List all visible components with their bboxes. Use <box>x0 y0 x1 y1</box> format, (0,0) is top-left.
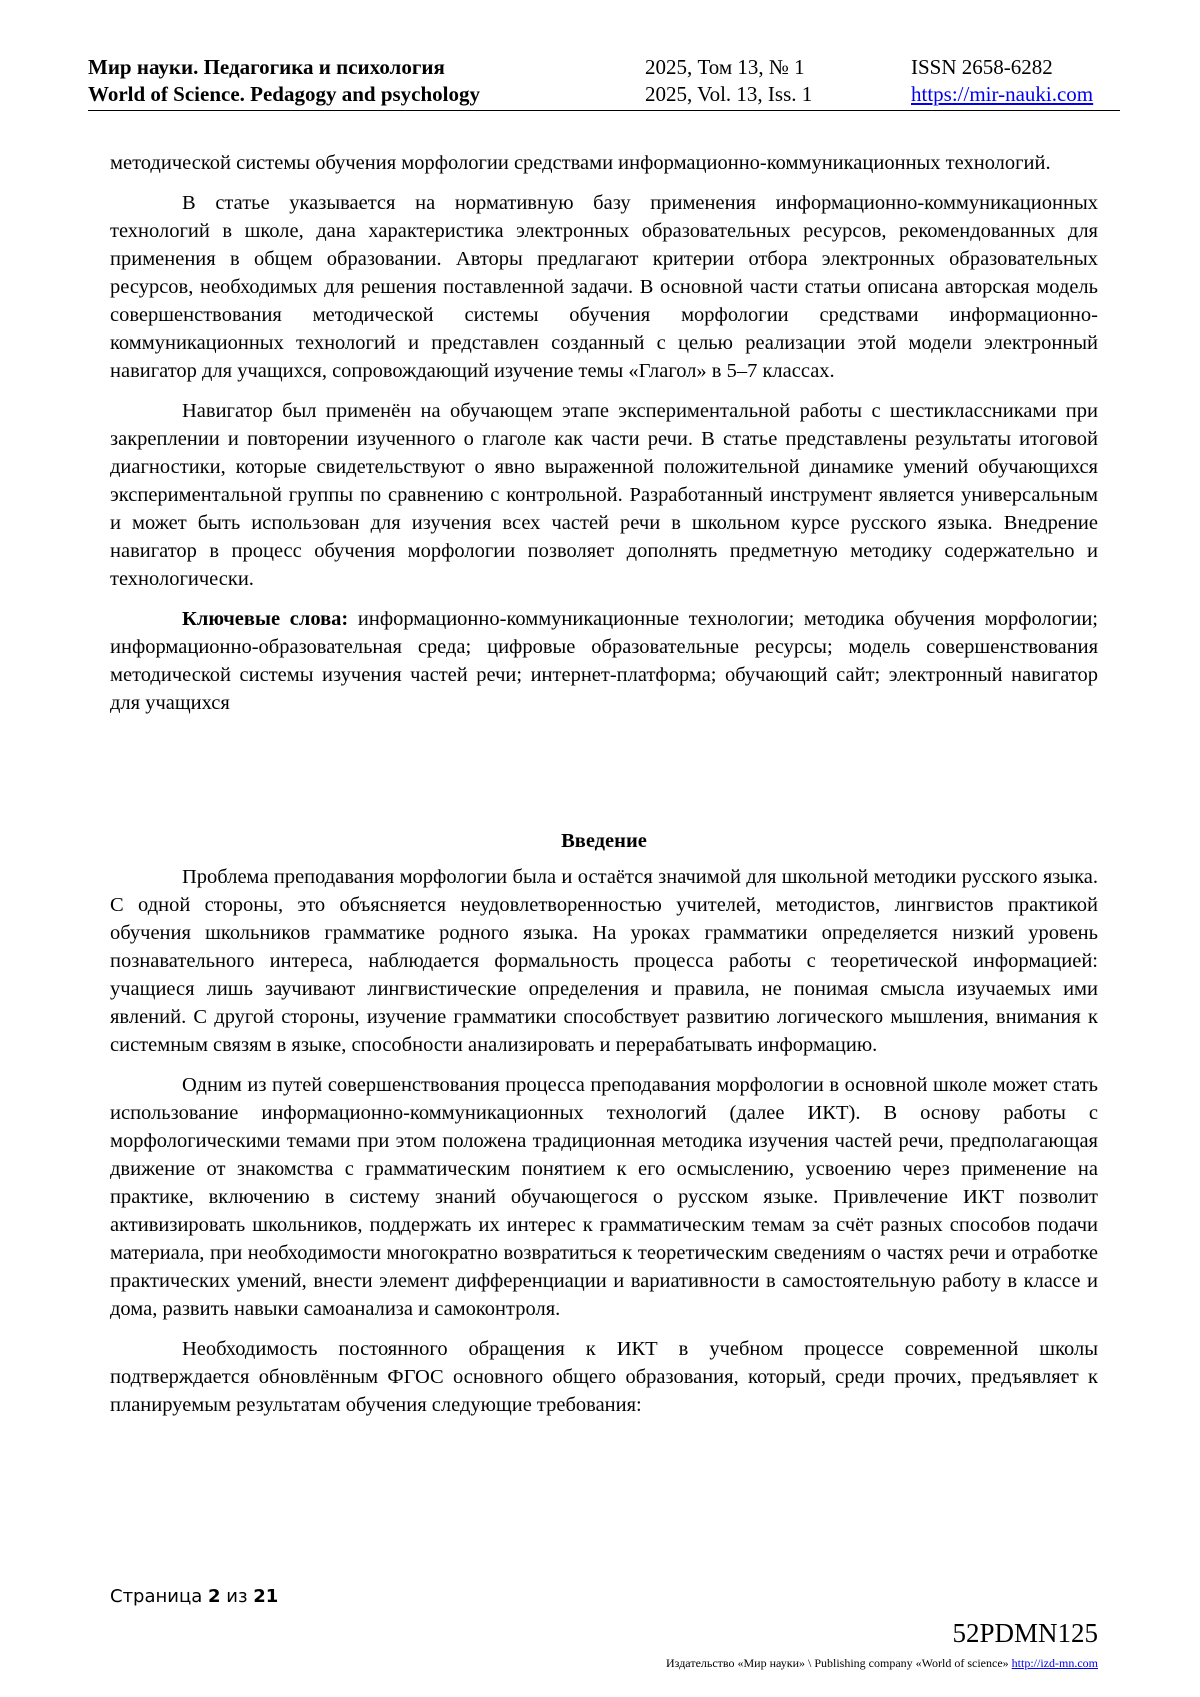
intro-paragraph: Необходимость постоянного обращения к ИКТ в учебном процессе современной школы подтверждается обновлённым ФГОС основного общего образования, который, среди прочих, предъявляет к планируемым результатам обучения следующие требования: <box>110 1338 1098 1416</box>
page-total: 21 <box>253 1586 279 1607</box>
journal-url-link[interactable]: https://mir-nauki.com <box>911 82 1094 106</box>
article-code: 52PDMN125 <box>952 1618 1098 1648</box>
intro-paragraph: Проблема преподавания морфологии была и остаётся значимой для школьной методики русского языка. С одной стороны, это объясняется неудовлетворенностью учителей, методистов, лингвистов практикой обучения школьников грамматике родного языка. На уроках грамматики определяется низкий уровень познавательного интереса, наблюдается формальность процесса работы с теоретической информацией: учащиеся лишь заучивают лингвистические определения и правила, не понимая смысла изучаемых ими явлений. С другой стороны, изучение грамматики способствует развитию логического мышления, внимания к системным связям в языке, способности анализировать и перерабатывать информацию. <box>110 866 1098 1056</box>
publisher-line <box>666 1656 1098 1671</box>
page-header <box>88 54 1120 110</box>
issue-ru: 2025, Том 13, № 1 <box>645 55 805 79</box>
page-separator: из <box>226 1586 248 1607</box>
keywords-paragraph <box>110 605 1098 717</box>
issue-en: 2025, Vol. 13, Iss. 1 <box>645 82 813 106</box>
page-number <box>110 1586 278 1607</box>
issue-info <box>645 54 812 108</box>
journal-title <box>88 54 480 108</box>
abstract-paragraph: методической системы обучения морфологии средствами информационно-коммуникационных технологий. <box>110 152 1051 174</box>
page-current: 2 <box>208 1586 221 1607</box>
abstract-paragraph: Навигатор был применён на обучающем этапе экспериментальной работы с шестиклассниками при закреплении и повторении изученного о глаголе как части речи. В статье представлены результаты итоговой диагностики, которые свидетельствуют о явно выраженной положительной динамике умений обучающихся экспериментальной группы по сравнению с контрольной. Разработанный инструмент является универсальным и может быть использован для изучения всех частей речи в школьном курсе русского языка. Внедрение навигатор в процесс обучения морфологии позволяет дополнять предметную методику содержательно и технологически. <box>110 400 1098 590</box>
intro-paragraph: Одним из путей совершенствования процесса преподавания морфологии в основной школе может стать использование информационно-коммуникационных технологий (далее ИКТ). В основу работы с морфологическими темами при этом положена традиционная методика изучения частей речи, предполагающая движение от знакомства с грамматическим понятием к его осмыслению, усвоению через применение на практике, включению в систему знаний обучающегося о русском языке. Привлечение ИКТ позволит активизировать школьников, поддержать их интерес к грамматическим темам за счёт разных способов подачи материала, при необходимости многократно возвратиться к теоретическим сведениям о частях речи и отработке практических умений, внести элемент дифференциации и вариативности в самостоятельную работу в классе и дома, развить навыки самоанализа и самоконтроля. <box>110 1074 1098 1320</box>
section-spacer <box>110 729 1098 827</box>
journal-title-ru: Мир науки. Педагогика и психология <box>88 55 445 79</box>
publisher-url-link[interactable]: http://izd-mn.com <box>1011 1656 1098 1670</box>
page-prefix: Страница <box>110 1586 203 1607</box>
abstract-paragraph: В статье указывается на нормативную базу применения информационно-коммуникационных технологий в школе, дана характеристика электронных образовательных ресурсов, рекомендованных для применения в общем образовании. Авторы предлагают критерии отбора электронных образовательных ресурсов, необходимых для решения поставленной задачи. В основной части статьи описана авторская модель совершенствования методической системы обучения морфологии средствами информационно-коммуникационных технологий и представлен созданный с целью реализации этой модели электронный навигатор для учащихся, сопровождающий изучение темы «Глагол» в 5–7 классах. <box>110 192 1098 382</box>
journal-title-en: World of Science. Pedagogy and psychology <box>88 82 481 106</box>
issn: ISSN 2658-6282 <box>911 55 1053 79</box>
keywords-text: информационно-коммуникационные технологии; методика обучения морфологии; информационно-образовательная среда; цифровые образовательные ресурсы; модель совершенствования методической системы изучения частей речи; интернет-платформа; обучающий сайт; электронный навигатор для учащихся <box>110 608 1098 714</box>
issn-block <box>911 54 1093 108</box>
section-heading: Введение <box>561 830 647 852</box>
article-body <box>110 149 1098 1431</box>
publisher-name: Издательство «Мир науки» \ Publishing company «World of science» <box>666 1656 1009 1670</box>
keywords-label: Ключевые слова: <box>182 608 349 630</box>
header-divider <box>88 110 1120 111</box>
